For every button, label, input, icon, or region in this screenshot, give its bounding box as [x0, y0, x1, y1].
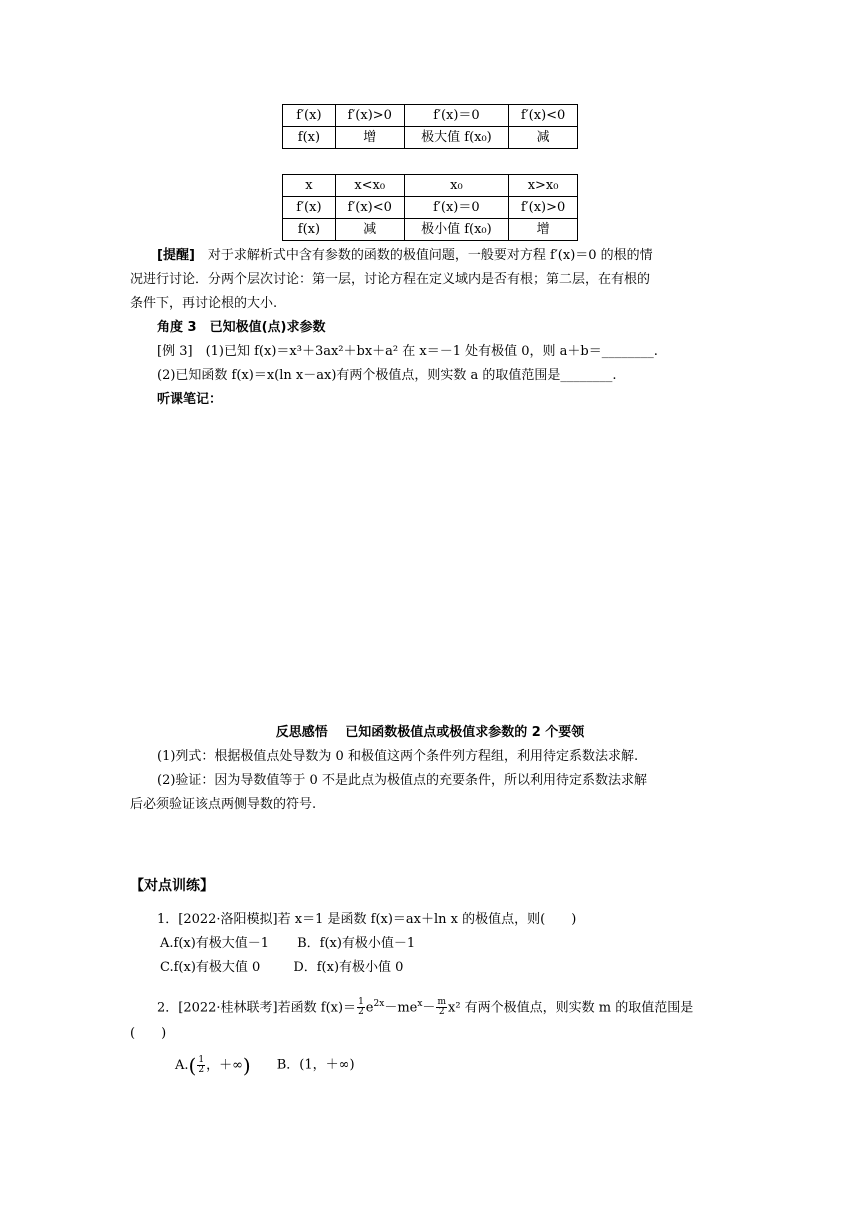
- table-cell: 减: [335, 219, 404, 241]
- table-cell: 极大值 f(x₀): [404, 127, 509, 149]
- fraction-denominator: 2: [198, 1064, 205, 1075]
- table-cell: f′(x)＝0: [404, 197, 509, 219]
- table-cell: f(x): [283, 219, 336, 241]
- reflection-p2-line2: 后必须验证该点两侧导数的符号.: [130, 797, 317, 812]
- example-question-text: (1)已知 f(x)＝x³＋3ax²＋bx＋a² 在 x＝－1 处有极值 0，则 a＋b＝________.: [192, 344, 658, 359]
- derivative-table-max: [282, 104, 578, 149]
- table-row: [283, 175, 578, 197]
- option-letter: A.: [175, 1057, 189, 1073]
- fraction-numerator: 1: [198, 1054, 205, 1065]
- fraction: [197, 1056, 205, 1075]
- table-cell: x₀: [404, 175, 509, 197]
- example-3-q2: (2)已知函数 f(x)＝x(ln x－ax)有两个极值点，则实数 a 的取值范围是________.: [157, 368, 617, 383]
- fraction: [436, 998, 447, 1017]
- fraction-denominator: 2: [438, 1007, 445, 1018]
- q1-option-a[interactable]: A.f(x)有极大值－1: [160, 936, 270, 951]
- tip-line-2: 况进行讨论．分两个层次讨论：第一层，讨论方程在定义域内是否有根；第二层，在有根的: [130, 272, 651, 287]
- q1-option-b[interactable]: B．f(x)有极小值－1: [297, 936, 416, 951]
- q1-options-row-2: [160, 958, 403, 978]
- table-cell: 极小值 f(x₀): [404, 219, 509, 241]
- reflection-p1: (1)列式：根据极值点处导数为 0 和极值这两个条件列方程组，利用待定系数法求解.: [157, 749, 639, 764]
- exponent: 2x: [373, 999, 385, 1009]
- table-cell: x<x₀: [335, 175, 404, 197]
- fraction-numerator: 1: [358, 997, 364, 1008]
- table-cell: 增: [509, 219, 578, 241]
- table-cell: f′(x)＝0: [404, 105, 509, 127]
- q2-option-b[interactable]: B．(1，＋∞): [276, 1057, 355, 1073]
- q2-options-row: [175, 1052, 355, 1079]
- q2-stem-text: x² 有两个极值点，则实数 m 的取值范围是: [447, 1000, 694, 1016]
- table-cell: f′(x)<0: [335, 197, 404, 219]
- q2-stem-text: －: [422, 1000, 436, 1016]
- derivative-table-min: [282, 174, 578, 241]
- training-title: 【对点训练】: [130, 878, 214, 894]
- table-cell: x>x₀: [509, 175, 578, 197]
- example-label: [例 3]: [157, 344, 193, 359]
- q2-answer-paren: ( ): [130, 1026, 167, 1041]
- table-cell: f′(x)>0: [509, 197, 578, 219]
- q1-option-d[interactable]: D．f(x)有极小值 0: [293, 960, 404, 975]
- q2-option-a[interactable]: A.( $\frac{1}{2}$ ，＋∞): [175, 1053, 251, 1077]
- q2-stem-text: e: [365, 1000, 374, 1016]
- q1-stem: 1．[2022·洛阳模拟]若 x＝1 是函数 f(x)＝ax＋ln x 的极值点，则( ): [157, 912, 577, 927]
- q1-options-row-1: [160, 934, 415, 954]
- tip-line-3: 条件下，再讨论根的大小.: [130, 296, 278, 311]
- option-text: ，＋∞: [206, 1057, 243, 1073]
- notes-label: 听课笔记：: [157, 392, 223, 407]
- table-cell: f′(x): [283, 197, 336, 219]
- table-cell: f′(x)<0: [509, 105, 578, 127]
- tip-line-1: [157, 246, 653, 266]
- tip-label: [提醒]: [157, 248, 195, 263]
- fraction-numerator: m: [437, 997, 446, 1008]
- section-heading: 角度 3 已知极值(点)求参数: [157, 320, 326, 335]
- fraction-denominator: 2: [358, 1007, 364, 1018]
- table-cell: f(x): [283, 127, 336, 149]
- table-row: [283, 197, 578, 219]
- table-cell: 减: [509, 127, 578, 149]
- q2-stem-text: 2．[2022·桂林联考]若函数 f(x)＝: [157, 1000, 357, 1016]
- tip-text: 对于求解析式中含有参数的函数的极值问题，一般要对方程 f′(x)＝0 的根的情: [194, 248, 653, 263]
- exponent: x: [417, 999, 423, 1009]
- q2-stem: [157, 990, 693, 1022]
- reflection-p2-line1: (2)验证：因为导数值等于 0 不是此点为极值点的充要条件，所以利用待定系数法求解: [157, 773, 647, 788]
- table-row: [283, 127, 578, 149]
- table-row: [283, 219, 578, 241]
- table-row: [283, 105, 578, 127]
- table-cell: f′(x): [283, 105, 336, 127]
- q2-stem-text: －me: [384, 1000, 418, 1016]
- reflection-title: 反思感悟 已知函数极值点或极值求参数的 2 个要领: [275, 725, 585, 740]
- fraction: [357, 998, 365, 1017]
- q1-option-c[interactable]: C.f(x)有极大值 0: [160, 960, 261, 975]
- table-cell: x: [283, 175, 336, 197]
- table-cell: 增: [335, 127, 404, 149]
- table-cell: f′(x)>0: [335, 105, 404, 127]
- example-3-q1: [157, 342, 658, 362]
